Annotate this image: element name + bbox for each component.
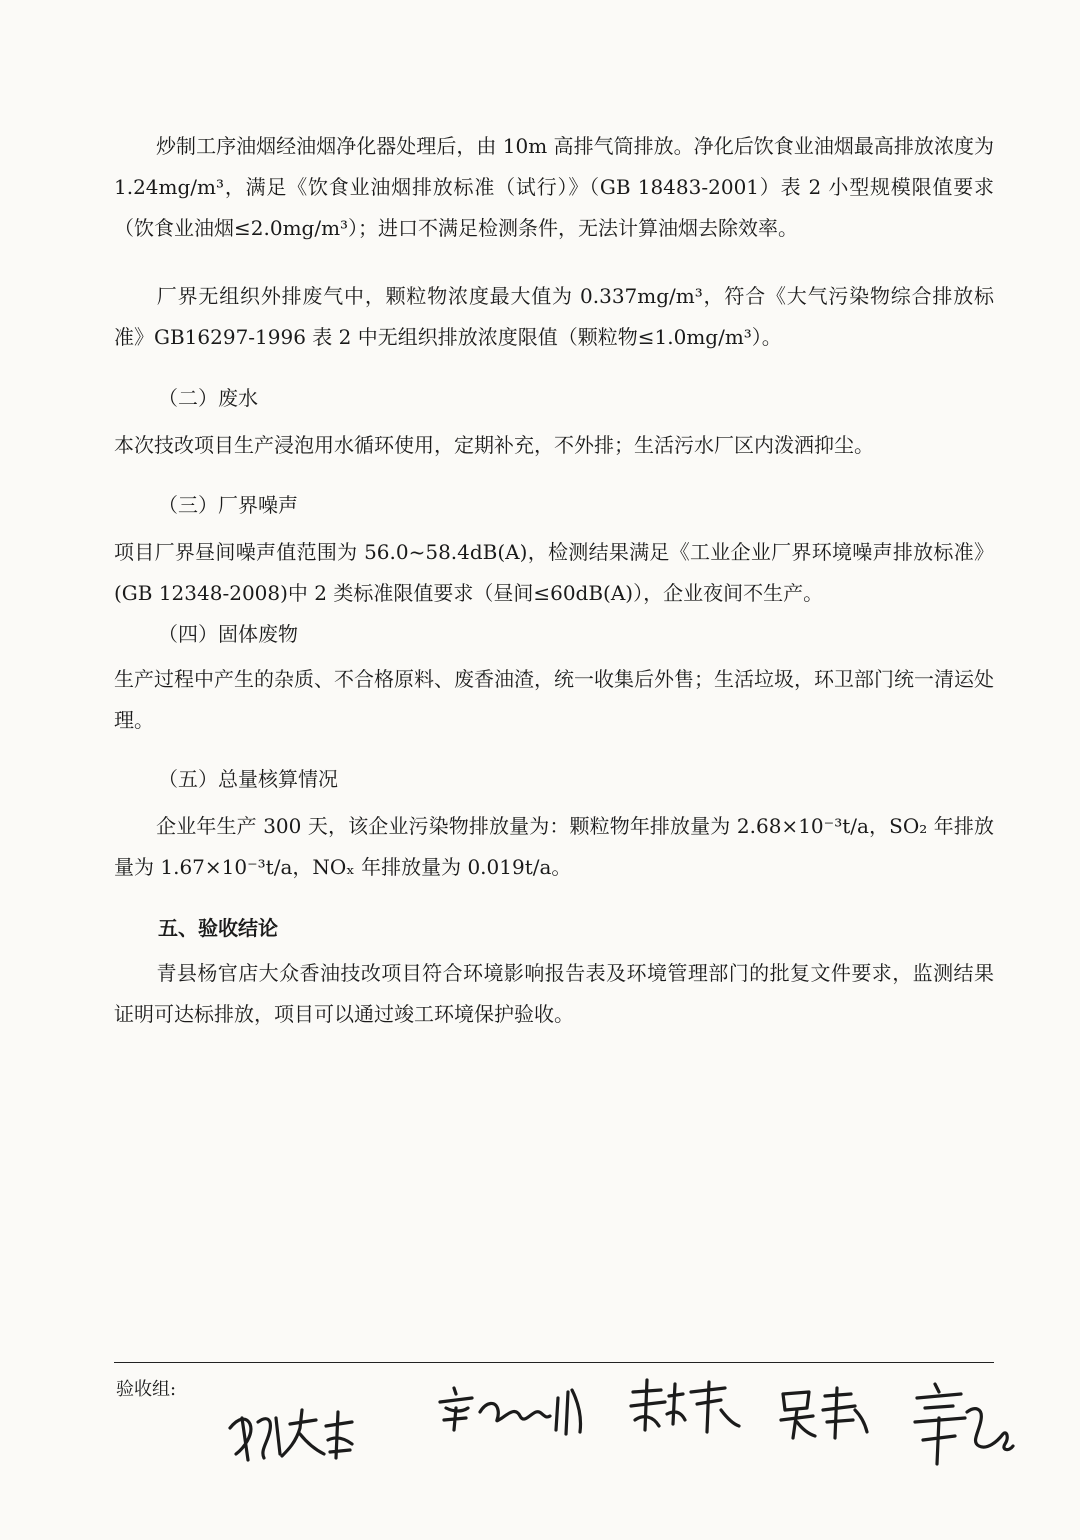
signature-1 xyxy=(220,1388,360,1468)
signature-2 xyxy=(432,1372,592,1442)
signature-divider xyxy=(114,1362,994,1363)
paragraph-wastewater: 本次技改项目生产浸泡用水循环使用，定期补充，不外排；生活污水厂区内泼洒抑尘。 xyxy=(114,433,874,457)
heading-solid-waste: （四）固体废物 xyxy=(158,622,298,646)
heading-total-amount: （五）总量核算情况 xyxy=(158,767,338,791)
paragraph-particulate: 厂界无组织外排废气中，颗粒物浓度最大值为 0.337mg/m³，符合《大气污染物综合排放标准》GB16297-1996 表 2 中无组织排放浓度限值（颗粒物≤1.0mg/m³）。 xyxy=(114,284,994,349)
paragraph-total-amount: 企业年生产 300 天，该企业污染物排放量为：颗粒物年排放量为 2.68×10⁻³t/a，SO₂ 年排放量为 1.67×10⁻³t/a，NOₓ 年排放量为 0.019t/a。 xyxy=(114,814,994,879)
heading-conclusion: 五、验收结论 xyxy=(158,916,278,940)
paragraph-oil-fume: 炒制工序油烟经油烟净化器处理后，由 10m 高排气筒排放。净化后饮食业油烟最高排放浓度为 1.24mg/m³，满足《饮食业油烟排放标准（试行）》（GB 18483-2001）表 2 小型规模限值要求（饮食业油烟≤2.0mg/m³）；进口不满足检测条件，无法计算油烟去除效率。 xyxy=(114,134,994,240)
acceptance-group-label: 验收组: xyxy=(116,1379,177,1400)
heading-noise: （三）厂界噪声 xyxy=(158,493,298,517)
heading-wastewater: （二）废水 xyxy=(158,386,258,410)
signature-3 xyxy=(625,1370,745,1445)
signature-4 xyxy=(775,1380,875,1445)
paragraph-solid-waste: 生产过程中产生的杂质、不合格原料、废香油渣，统一收集后外售；生活垃圾，环卫部门统一清运处理。 xyxy=(114,667,994,732)
signature-5 xyxy=(905,1372,1015,1472)
paragraph-noise: 项目厂界昼间噪声值范围为 56.0~58.4dB(A)，检测结果满足《工业企业厂界环境噪声排放标准》(GB 12348-2008)中 2 类标准限值要求（昼间≤60dB(A)），企业夜间不生产。 xyxy=(114,540,994,605)
paragraph-conclusion: 青县杨官店大众香油技改项目符合环境影响报告表及环境管理部门的批复文件要求，监测结果证明可达标排放，项目可以通过竣工环境保护验收。 xyxy=(114,961,994,1026)
